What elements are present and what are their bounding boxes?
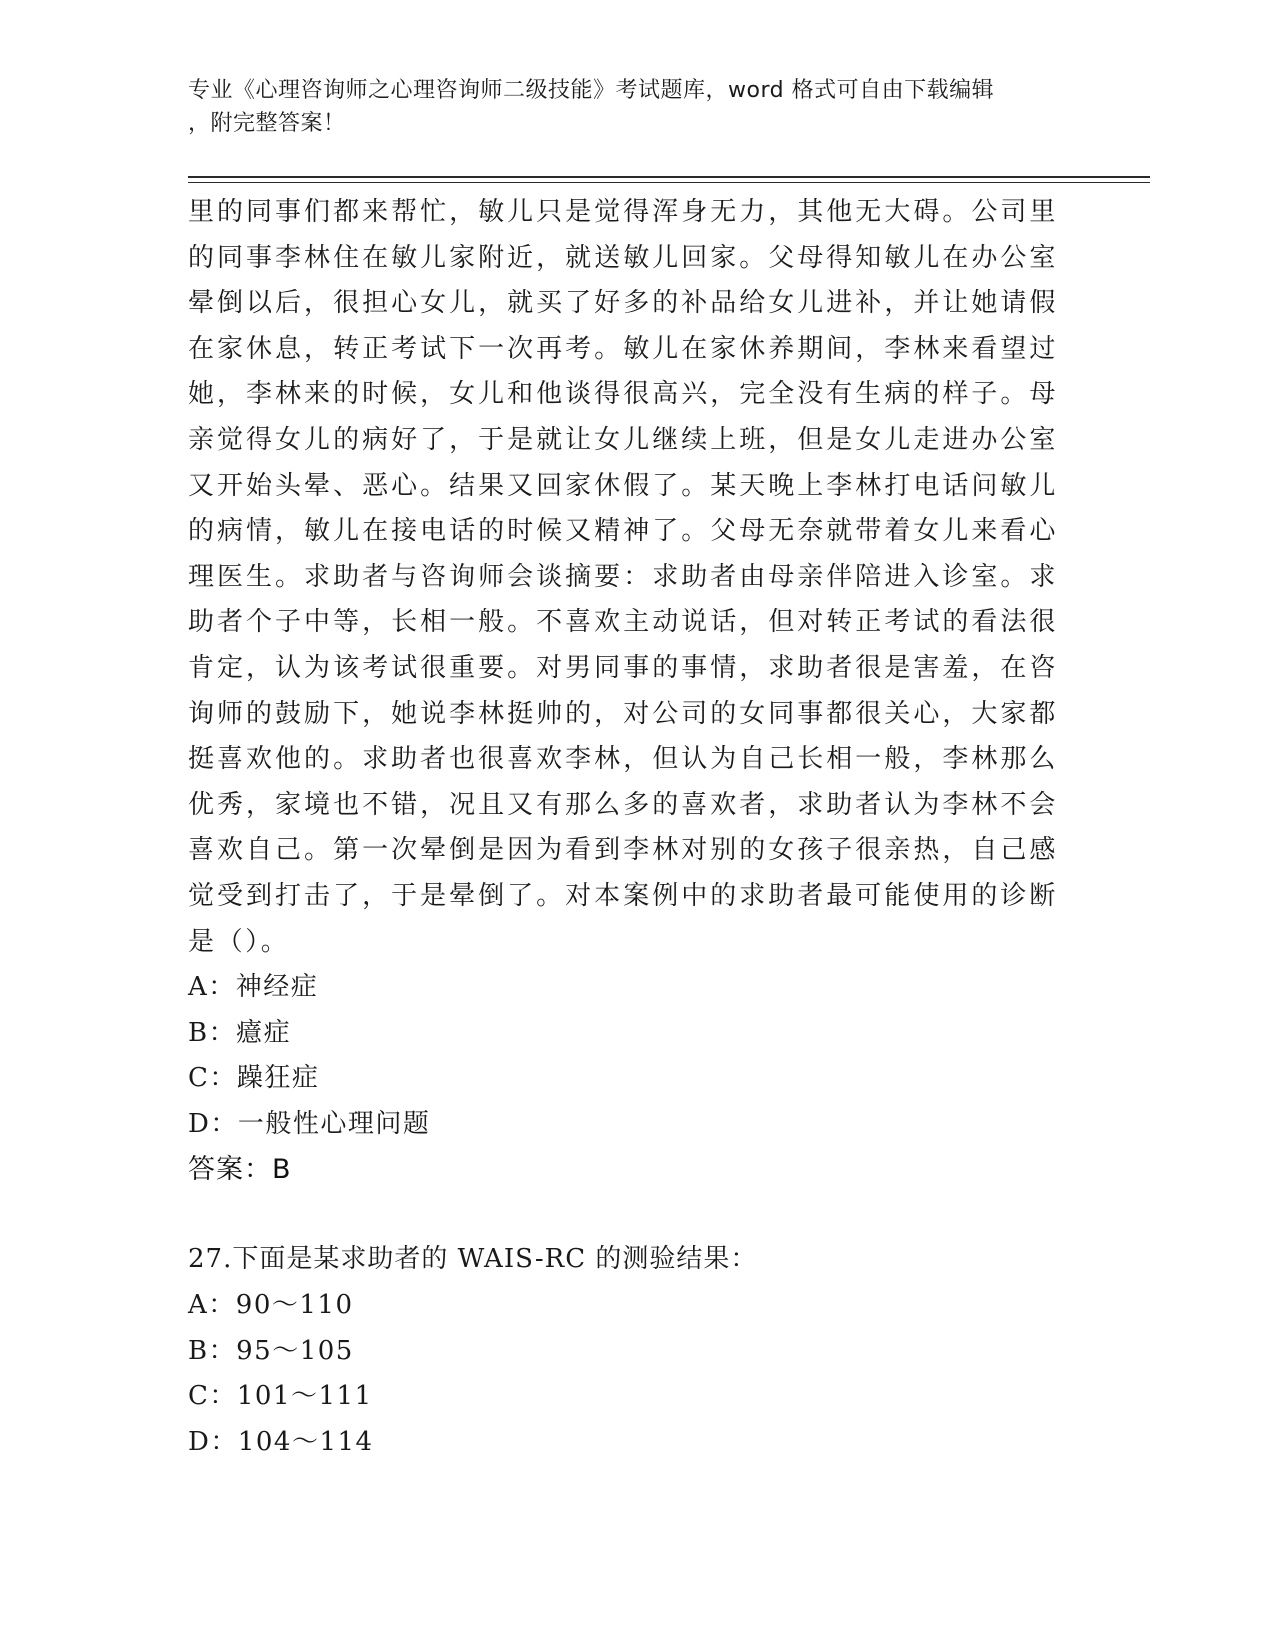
document-header [188, 74, 1068, 140]
question-27-title: 27.下面是某求助者的 WAIS-RC 的测验结果： [188, 1244, 758, 1275]
option-d: D：一般性心理问题 [188, 1108, 431, 1139]
header-title-line-2: ，附完整答案！ [188, 111, 346, 136]
question-26-passage: 里的同事们都来帮忙，敏儿只是觉得浑身无力，其他无大碍。公司里的同事李林住在敏儿家附近，就送敏儿回家。父母得知敏儿在办公室晕倒以后，很担心女儿，就买了好多的补品给女儿进补，并让她请假在家休息，转正考试下一次再考。敏儿在家休养期间，李林来看望过她，李林来的时候，女儿和他谈得很高兴，完全没有生病的样子。母亲觉得女儿的病好了，于是就让女儿继续上班，但是女儿走进办公室又开始头晕、恶心。结果又回家休假了。某天晚上李林打电话问敏儿的病情，敏儿在接电话的时候又精神了。父母无奈就带着女儿来看心理医生。求助者与咨询师会谈摘要：求助者由母亲伴陪进入诊室。求助者个子中等，长相一般。不喜欢主动说话，但对转正考试的看法很肯定，认为该考试很重要。对男同事的事情，求助者很是害羞，在咨询师的鼓励下，她说李林挺帅的，对公司的女同事都很关心，大家都挺喜欢他的。求助者也很喜欢李林，但认为自己长相一般，李林那么优秀，家境也不错，况且又有那么多的喜欢者，求助者认为李林不会喜欢自己。第一次晕倒是因为看到李林对别的女孩子很亲热，自己感觉受到打击了，于是晕倒了。对本案例中的求助者最可能使用的诊断是（）。 [188, 197, 1058, 957]
option-b: B：癔症 [188, 1017, 292, 1048]
option-b: B：95～105 [188, 1335, 354, 1366]
question-26-answer: 答案：B [188, 1154, 292, 1186]
option-a: A：神经症 [188, 972, 319, 1003]
question-27-options [188, 1283, 1058, 1465]
header-divider-thick [188, 176, 1150, 178]
option-a: A：90～110 [188, 1290, 354, 1321]
section-gap [188, 1193, 1058, 1237]
header-divider-thin [188, 182, 1150, 183]
option-c: C：101～111 [188, 1381, 373, 1412]
option-d: D：104～114 [188, 1426, 374, 1457]
header-title-line-1: 专业《心理咨询师之心理咨询师二级技能》考试题库，word 格式可自由下载编辑 [188, 78, 995, 103]
option-c: C：躁狂症 [188, 1063, 320, 1094]
document-body [188, 190, 1058, 1465]
question-26-options [188, 965, 1058, 1147]
